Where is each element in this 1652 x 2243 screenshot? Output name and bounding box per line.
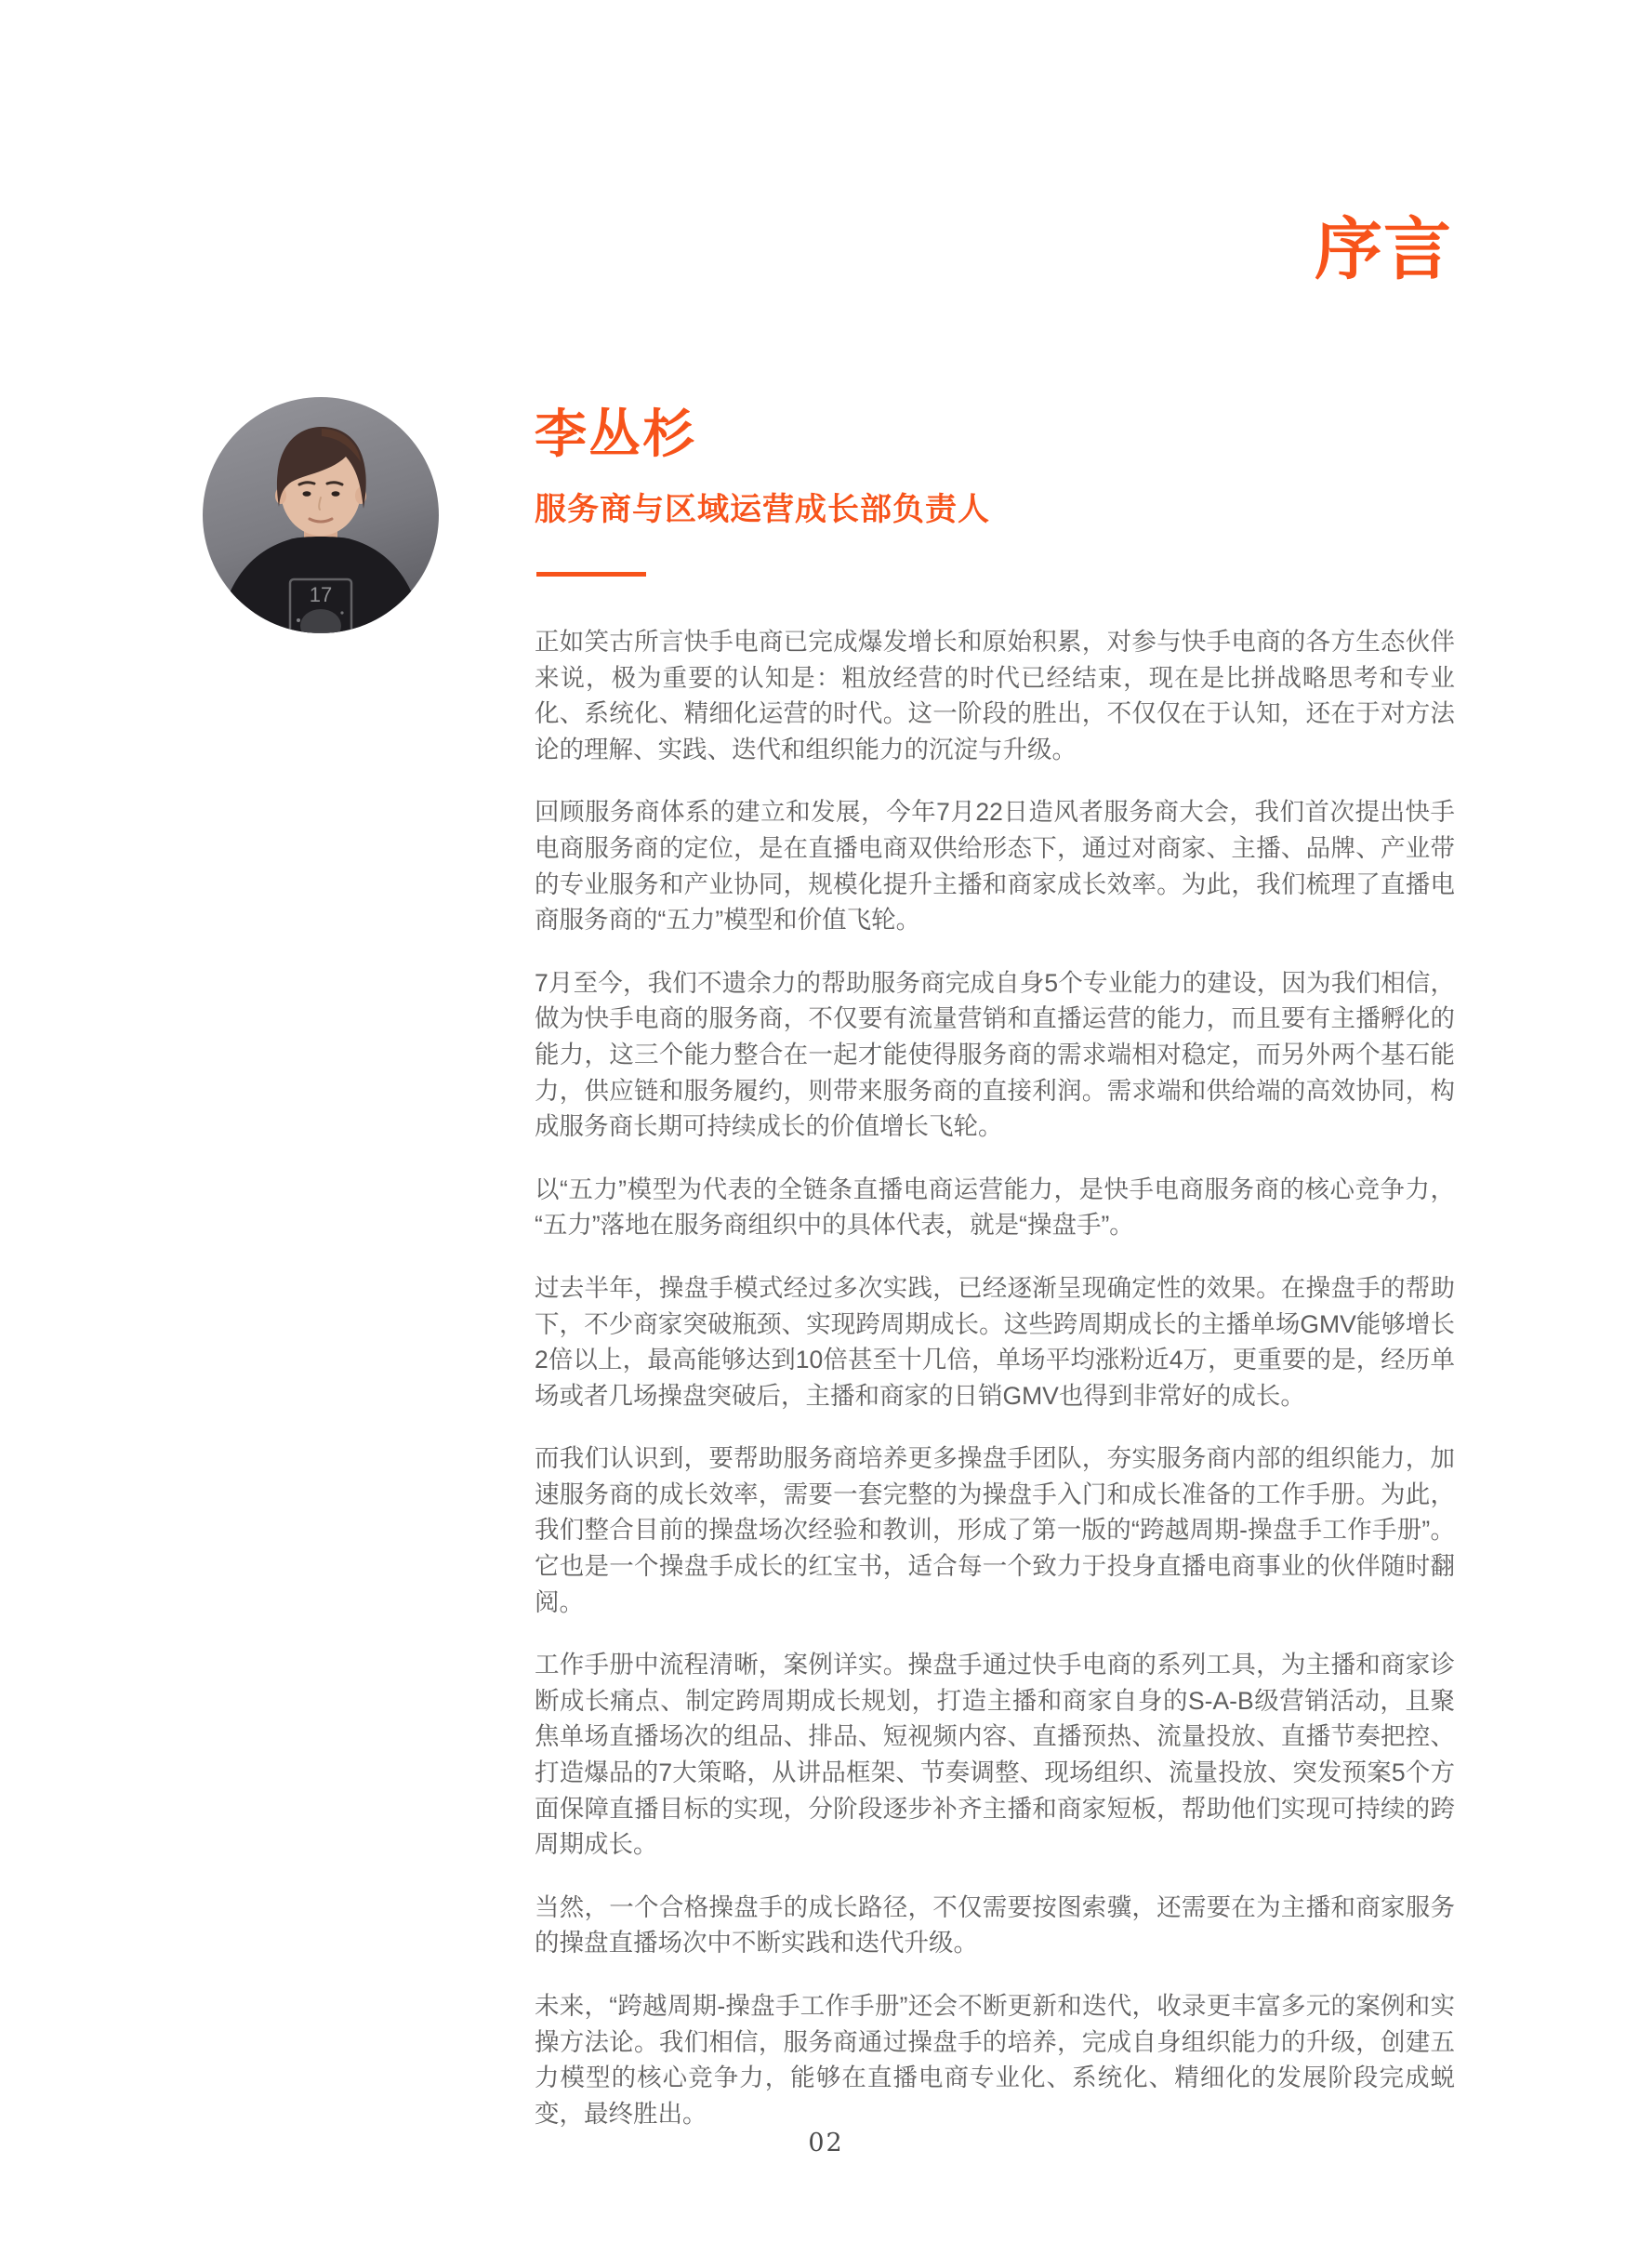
preface-body (535, 624, 1455, 2158)
preface-paragraph: 7月至今，我们不遗余力的帮助服务商完成自身5个专业能力的建设，因为我们相信，做为快手电商的服务商，不仅要有流量营销和直播运营的能力，而且要有主播孵化的能力，这三个能力整合在一起才能使得服务商的需求端相对稳定，而另外两个基石能力，供应链和服务履约，则带来服务商的直接利润。需求端和供给端的高效协同，构成服务商长期可持续成长的价值增长飞轮。 (535, 968, 1455, 1141)
author-avatar (203, 397, 439, 633)
author-role: 服务商与区域运营成长部负责人 (535, 492, 990, 527)
preface-paragraph: 当然，一个合格操盘手的成长路径，不仅需要按图索骥，还需要在为主播和商家服务的操盘直播场次中不断实践和迭代升级。 (535, 1892, 1455, 1958)
preface-paragraph: 而我们认识到，要帮助服务商培养更多操盘手团队，夯实服务商内部的组织能力，加速服务商的成长效率，需要一套完整的为操盘手入门和成长准备的工作手册。为此，我们整合目前的操盘场次经验和教训，形成了第一版的“跨越周期-操盘手工作手册”。它也是一个操盘手成长的红宝书，适合每一个致力于投身直播电商事业的伙伴随时翻阅。 (535, 1444, 1455, 1616)
preface-paragraph: 工作手册中流程清晰，案例详实。操盘手通过快手电商的系列工具，为主播和商家诊断成长痛点、制定跨周期成长规划，打造主播和商家自身的S-A-B级营销活动，且聚焦单场直播场次的组品、排品、短视频内容、直播预热、流量投放、直播节奏把控、打造爆品的7大策略，从讲品框架、节奏调整、现场组织、流量投放、突发预案5个方面保障直播目标的实现，分阶段逐步补齐主播和商家短板，帮助他们实现可持续的跨周期成长。 (535, 1651, 1455, 1859)
preface-paragraph: 以“五力”模型为代表的全链条直播电商运营能力，是快手电商服务商的核心竞争力，“五力”落地在服务商组织中的具体代表，就是“操盘手”。 (535, 1175, 1455, 1240)
page-title: 序言 (1315, 212, 1452, 287)
preface-paragraph: 回顾服务商体系的建立和发展，今年7月22日造风者服务商大会，我们首次提出快手电商服务商的定位，是在直播电商双供给形态下，通过对商家、主播、品牌、产业带的专业服务和产业协同，规模化提升主播和商家成长效率。为此，我们梳理了直播电商服务商的“五力”模型和价值飞轮。 (535, 798, 1455, 935)
shirt-number: 17 (309, 583, 333, 606)
accent-divider (536, 572, 646, 577)
page-number: 02 (808, 2129, 844, 2157)
author-photo (203, 397, 439, 633)
preface-paragraph: 正如笑古所言快手电商已完成爆发增长和原始积累，对参与快手电商的各方生态伙伴来说，极为重要的认知是：粗放经营的时代已经结束，现在是比拼战略思考和专业化、系统化、精细化运营的时代。这一阶段的胜出，不仅仅在于认知，还在于对方法论的理解、实践、迭代和组织能力的沉淀与升级。 (535, 628, 1455, 763)
author-name: 李丛杉 (535, 405, 696, 463)
preface-paragraph: 过去半年，操盘手模式经过多次实践，已经逐渐呈现确定性的效果。在操盘手的帮助下，不少商家突破瓶颈、实现跨周期成长。这些跨周期成长的主播单场GMV能够增长2倍以上，最高能够达到10倍甚至十几倍，单场平均涨粉近4万，更重要的是，经历单场或者几场操盘突破后，主播和商家的日销GMV也得到非常好的成长。 (535, 1273, 1455, 1410)
preface-paragraph: 未来，“跨越周期-操盘手工作手册”还会不断更新和迭代，收录更丰富多元的案例和实操方法论。我们相信，服务商通过操盘手的培养，完成自身组织能力的升级，创建五力模型的核心竞争力，能够在直播电商专业化、系统化、精细化的发展阶段完成蜕变，最终胜出。 (535, 1992, 1455, 2128)
